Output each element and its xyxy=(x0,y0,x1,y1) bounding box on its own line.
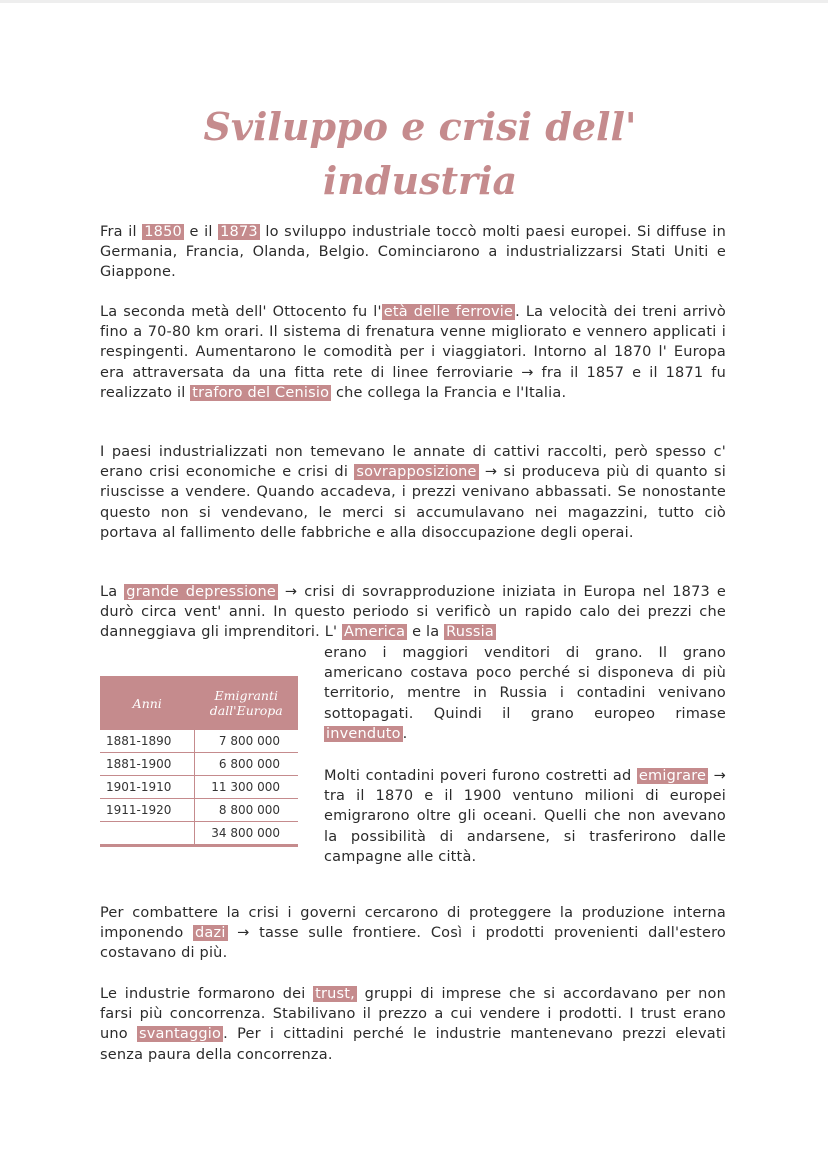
highlight-russia: Russia xyxy=(446,624,494,641)
paragraph-great-depression xyxy=(100,582,726,643)
highlight-great-depression: grande depressione xyxy=(126,584,276,600)
highlight-unsold: invenduto xyxy=(326,725,401,742)
table-header-years: Anni xyxy=(100,676,195,730)
table-cell-emigrants: 8 800 000 xyxy=(195,799,299,822)
table-header-emigrants: Emigranti dall'Europa xyxy=(195,676,299,730)
text: I paesi industrializzati non temevano le annate di cattivi raccolti, però spesso c' erano crisi economiche e crisi di xyxy=(100,444,726,481)
text: → crisi di sovrapproduzione iniziata in Europa nel 1873 e durò circa vent' anni. In questo periodo si verificò un rapido calo dei prezzi che danneggiava gli imprenditori. L' xyxy=(100,584,726,641)
table-cell-year: 1901-1910 xyxy=(100,776,195,799)
highlight-trust: trust, xyxy=(315,986,355,1002)
highlight-overproduction: sovrapposizione xyxy=(356,464,477,481)
paragraph-grain-market xyxy=(324,643,726,744)
table-cell-year: 1881-1900 xyxy=(100,753,195,776)
table-row xyxy=(100,776,298,799)
text: Fra il xyxy=(100,224,143,240)
text: La xyxy=(100,584,125,600)
text: Molti contadini poveri furono costretti ad xyxy=(324,768,637,784)
text: → si produceva più di quanto si riuscisse a vendere. Quando accadeva, i prezzi venivano abbassati. Se nonostante questo non si vendevano, le merci si accumulavano nei magazzini, tutto ciò portava al fallimento delle fabbriche e alla disoccupazione degli operai. xyxy=(100,464,726,541)
table-cell-emigrants: 6 800 000 xyxy=(195,753,299,776)
highlight-year-1850: 1850 xyxy=(144,224,182,240)
highlight-cenisio-tunnel: traforo del Cenisio xyxy=(192,384,330,401)
paragraph-tariffs xyxy=(100,903,726,964)
paragraph-overproduction-crisis xyxy=(100,442,726,543)
table-row xyxy=(100,753,298,776)
text: lo sviluppo industriale toccò molti paesi europei. Si diffuse in Germania, Francia, Olanda, Belgio. Cominciarono a industrializzarsi Stati Uniti e Giappone. xyxy=(100,224,726,281)
text: . Per i cittadini perché le industrie mantenevano prezzi elevati senza paura della concorrenza. xyxy=(100,1026,726,1063)
text: erano i maggiori venditori di grano. Il grano americano costava poco perché si disponeva di più territorio, mentre in Russia i contadini venivano sottopagati. Quindi il grano europeo rimase xyxy=(324,645,726,722)
text: e la xyxy=(407,624,445,641)
text: → tasse sulle frontiere. Così i prodotti provenienti dall'estero costavano di più. xyxy=(100,925,726,962)
text: Le industrie formarono dei xyxy=(100,986,314,1002)
table-row-total xyxy=(100,822,298,846)
highlight-emigrate: emigrare xyxy=(638,768,707,784)
text: . xyxy=(402,725,408,742)
highlight-disadvantage: svantaggio xyxy=(139,1026,222,1043)
highlight-tariffs: dazi xyxy=(195,925,226,942)
paragraph-trusts xyxy=(100,984,726,1065)
page-title: Sviluppo e crisi dell' industria xyxy=(203,104,637,203)
table-cell-year: 1911-1920 xyxy=(100,799,195,822)
text: → tra il 1870 e il 1900 ventuno milioni di europei emigrarono oltre gli oceani. Quelli che non avevano la possibilità di andarsene, si trasferirono dalle campagne alle città. xyxy=(324,768,726,865)
highlight-year-1873: 1873 xyxy=(220,224,258,240)
text: Per combattere la crisi i governi cercarono di proteggere la produzione interna imponendo xyxy=(100,905,726,942)
table-cell-total: 34 800 000 xyxy=(195,822,299,846)
paragraph-emigration xyxy=(324,766,726,867)
emigration-table xyxy=(100,676,298,847)
highlight-railway-age: età delle ferrovie xyxy=(383,304,514,320)
table-cell-empty xyxy=(100,822,195,846)
text: e il xyxy=(183,224,219,240)
page-top-edge xyxy=(0,0,828,3)
paragraph-industrial-development xyxy=(100,222,726,283)
highlight-america: America xyxy=(344,624,406,641)
text: gruppi di imprese che si accordavano per non farsi più concorrenza. Stabilivano il prezzo a cui vendere i prodotti. I trust erano uno xyxy=(100,986,726,1043)
table-cell-year: 1881-1890 xyxy=(100,730,195,753)
text: che collega la Francia e l'Italia. xyxy=(331,384,567,401)
table-cell-emigrants: 11 300 000 xyxy=(195,776,299,799)
paragraph-railways xyxy=(100,302,726,403)
text: La seconda metà dell' Ottocento fu l' xyxy=(100,304,382,320)
table-cell-emigrants: 7 800 000 xyxy=(195,730,299,753)
table-row xyxy=(100,730,298,753)
table-row xyxy=(100,799,298,822)
text: . La velocità dei treni arrivò fino a 70-80 km orari. Il sistema di frenatura venne migliorato e vennero applicati i respingenti. Aumentarono le comodità per i viaggiatori. Intorno al 1870 l' Europa era attraversata da una fitta rete di linee ferroviarie → fra il 1857 e il 1871 fu realizzato il xyxy=(100,304,726,401)
